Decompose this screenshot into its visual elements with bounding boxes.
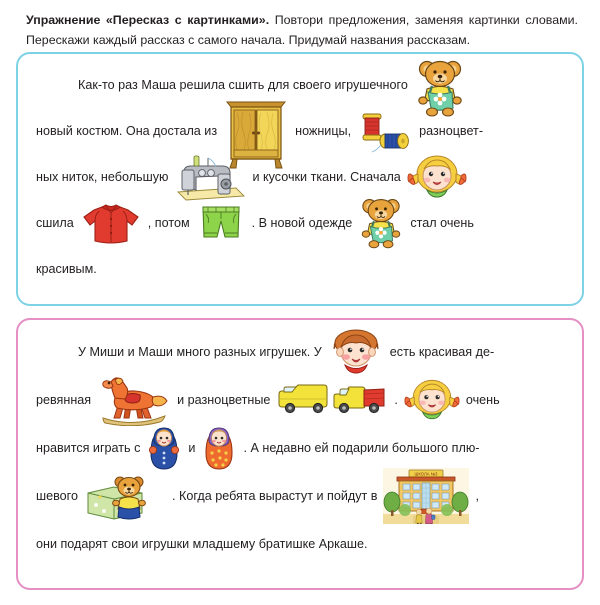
story1-line-2 xyxy=(36,108,566,154)
story2-line2-text-b: и разноцветные xyxy=(177,393,271,407)
story2-line4-text-b: . Когда ребята вырастут и пойдут в xyxy=(171,489,378,503)
story1-line4-text-b: , потом xyxy=(147,216,190,230)
story1-line4-text-a: сшила xyxy=(36,216,74,230)
story1-line3-text-a: ных ниток, небольшую xyxy=(36,170,169,184)
toy-trucks-picture xyxy=(276,380,388,420)
story2-line3-text-b: и xyxy=(188,441,196,455)
girl-face-picture-1 xyxy=(407,152,467,202)
green-shorts-picture xyxy=(196,203,246,243)
story1-line1-text: Как-то раз Маша решила сшить для своего игрушечного xyxy=(78,78,408,92)
sewing-machine-picture xyxy=(174,152,246,202)
story2-line3-text-c: . А недавно ей подарили большого плю- xyxy=(243,441,480,455)
story2-line-1 xyxy=(36,328,566,376)
story2-line2-text-d: очень xyxy=(465,393,500,407)
story1-line3-text-b: и кусочки ткани. Сначала xyxy=(252,170,401,184)
exercise-instructions: Повтори предложения, заменяя картинки словами. Перескажи каждый рассказ с самого начала. Придумай названия рассказам. xyxy=(26,13,578,48)
story2-line2-text-c: . xyxy=(394,393,398,407)
teddy-with-gift-box-picture xyxy=(84,469,166,523)
story2-line-5 xyxy=(36,520,566,568)
story1-line4-text-d: стал очень xyxy=(410,216,474,230)
exercise-title: Упражнение «Пересказ с картинками». xyxy=(26,13,270,27)
story1-line-1 xyxy=(36,62,566,108)
story-box-1 xyxy=(16,52,584,306)
boy-face-picture xyxy=(328,327,384,377)
rocking-horse-picture xyxy=(97,374,171,426)
story1-line2-text-b: ножницы, xyxy=(295,124,352,138)
story-box-2 xyxy=(16,318,584,590)
story1-line5-text: красивым. xyxy=(36,262,97,276)
matryoshka-orange-picture xyxy=(201,423,237,473)
story2-line-2 xyxy=(36,376,566,424)
exercise-header xyxy=(26,10,578,50)
svg-text:ШКОЛА №3: ШКОЛА №3 xyxy=(414,471,438,477)
girl-face-picture-2 xyxy=(404,376,460,424)
story1-line4-text-c: . В новой одежде xyxy=(251,216,353,230)
story2-line3-text-a: нравится играть с xyxy=(36,441,141,455)
story2-line1-text-b: есть красивая де- xyxy=(389,345,495,359)
school-building-picture xyxy=(383,468,469,524)
story2-line2-text-a: ревянная xyxy=(36,393,92,407)
story2-line-4 xyxy=(36,472,566,520)
story1-line-3 xyxy=(36,154,566,200)
story2-line4-text-c: , xyxy=(475,489,479,503)
story2-line4-text-a: шевого xyxy=(36,489,78,503)
story2-line-3 xyxy=(36,424,566,472)
red-shirt-picture xyxy=(80,201,142,245)
story1-line-5 xyxy=(36,246,566,292)
teddy-bear-picture-2 xyxy=(358,197,404,249)
story1-line2-text-a: новый костюм. Она достала из xyxy=(36,124,218,138)
story1-line-4 xyxy=(36,200,566,246)
thread-spools-picture xyxy=(357,108,413,154)
story2-line1-text-a: У Миши и Маши много разных игрушек. У xyxy=(78,345,322,359)
story1-line2-text-c: разноцвет- xyxy=(419,124,484,138)
story2-line5-text: они подарят свои игрушки младшему братишке Аркаше. xyxy=(36,537,368,551)
matryoshka-blue-picture xyxy=(146,423,182,473)
